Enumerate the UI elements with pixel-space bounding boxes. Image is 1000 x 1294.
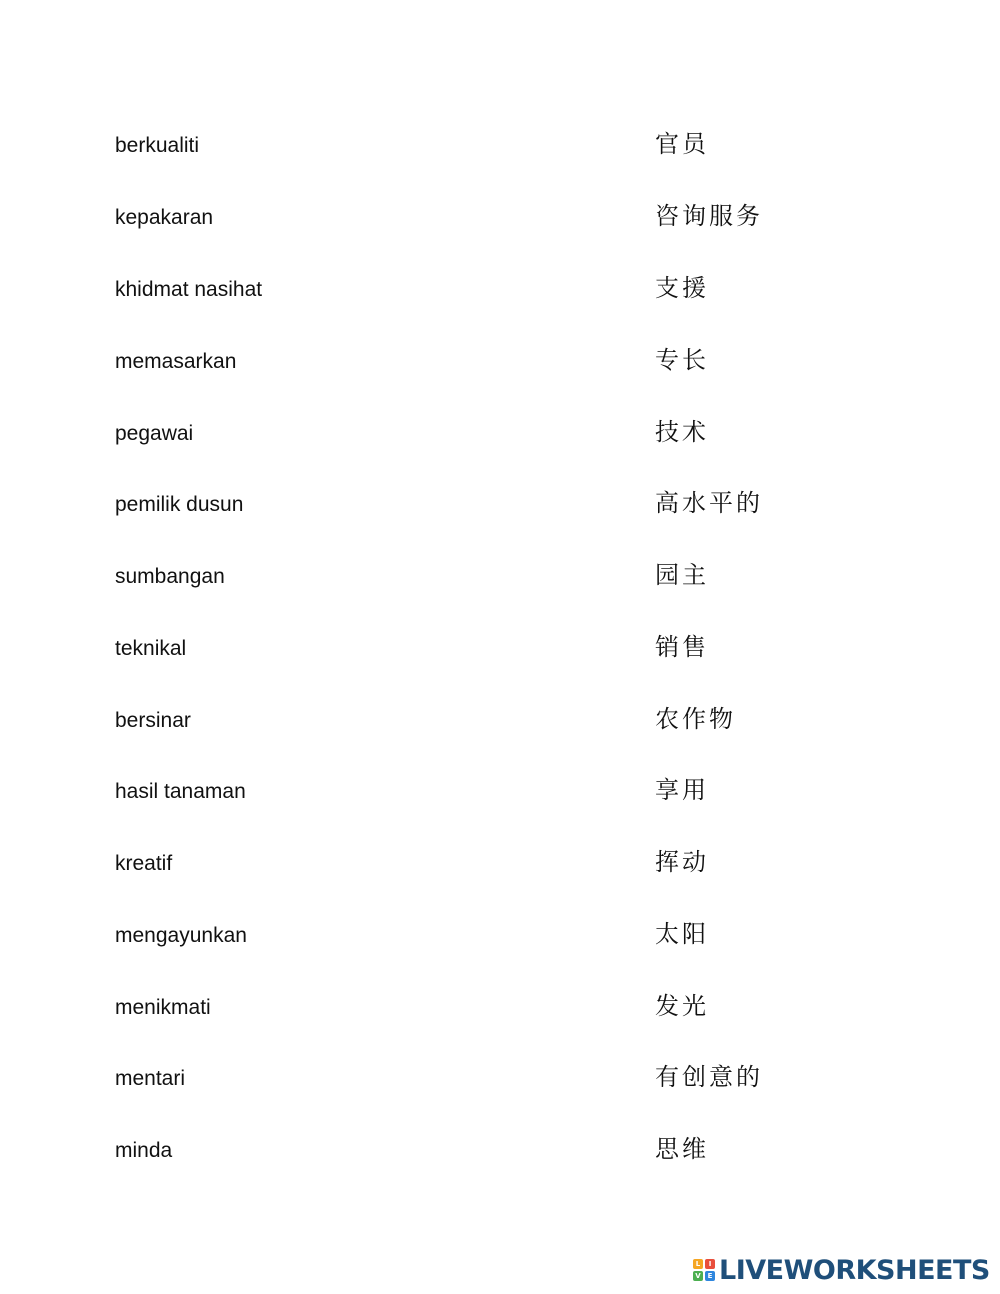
malay-word: menikmati [115, 996, 211, 1019]
vocab-row [0, 771, 1000, 811]
chinese-word: 园主 [655, 561, 709, 589]
malay-word: pemilik dusun [115, 493, 244, 516]
logo-tile: I [705, 1259, 715, 1269]
malay-word: hasil tanaman [115, 780, 246, 803]
malay-word: khidmat nasihat [115, 278, 263, 301]
malay-word: kepakaran [115, 206, 214, 229]
chinese-word: 官员 [655, 130, 709, 158]
chinese-word: 农作物 [655, 705, 736, 733]
chinese-word: 专长 [655, 346, 709, 374]
malay-word: berkualiti [115, 134, 200, 157]
malay-word: bersinar [115, 709, 191, 732]
malay-word: mengayunkan [115, 924, 247, 947]
chinese-word: 有创意的 [655, 1063, 763, 1091]
chinese-word: 太阳 [655, 920, 709, 948]
vocab-row [0, 125, 1000, 165]
vocab-row [0, 197, 1000, 237]
vocab-row [0, 341, 1000, 381]
liveworksheets-logo-icon [693, 1259, 715, 1281]
vocab-row [0, 269, 1000, 309]
malay-word: kreatif [115, 852, 173, 875]
malay-word: pegawai [115, 422, 194, 445]
liveworksheets-logo [693, 1254, 990, 1286]
chinese-word: 支援 [655, 274, 709, 302]
logo-tile: E [705, 1271, 715, 1281]
vocab-row [0, 700, 1000, 740]
vocab-row [0, 1130, 1000, 1170]
malay-word: minda [115, 1139, 173, 1162]
chinese-word: 发光 [655, 992, 709, 1020]
vocab-row [0, 987, 1000, 1027]
malay-word: mentari [115, 1067, 186, 1090]
vocab-row [0, 413, 1000, 453]
vocab-row [0, 915, 1000, 955]
vocab-row [0, 628, 1000, 668]
chinese-word: 享用 [655, 776, 709, 804]
vocab-row [0, 556, 1000, 596]
chinese-word: 咨询服务 [655, 202, 763, 230]
vocab-row [0, 484, 1000, 524]
malay-word: sumbangan [115, 565, 225, 588]
chinese-word: 高水平的 [655, 489, 763, 517]
chinese-word: 思维 [655, 1135, 709, 1163]
vocab-row [0, 1058, 1000, 1098]
logo-tile: L [693, 1259, 703, 1269]
liveworksheets-logo-text: LIVEWORKSHEETS [719, 1254, 990, 1286]
vocab-row [0, 843, 1000, 883]
malay-word: teknikal [115, 637, 187, 660]
chinese-word: 销售 [655, 633, 709, 661]
chinese-word: 挥动 [655, 848, 709, 876]
logo-tile: V [693, 1271, 703, 1281]
chinese-word: 技术 [655, 418, 709, 446]
malay-word: memasarkan [115, 350, 237, 373]
